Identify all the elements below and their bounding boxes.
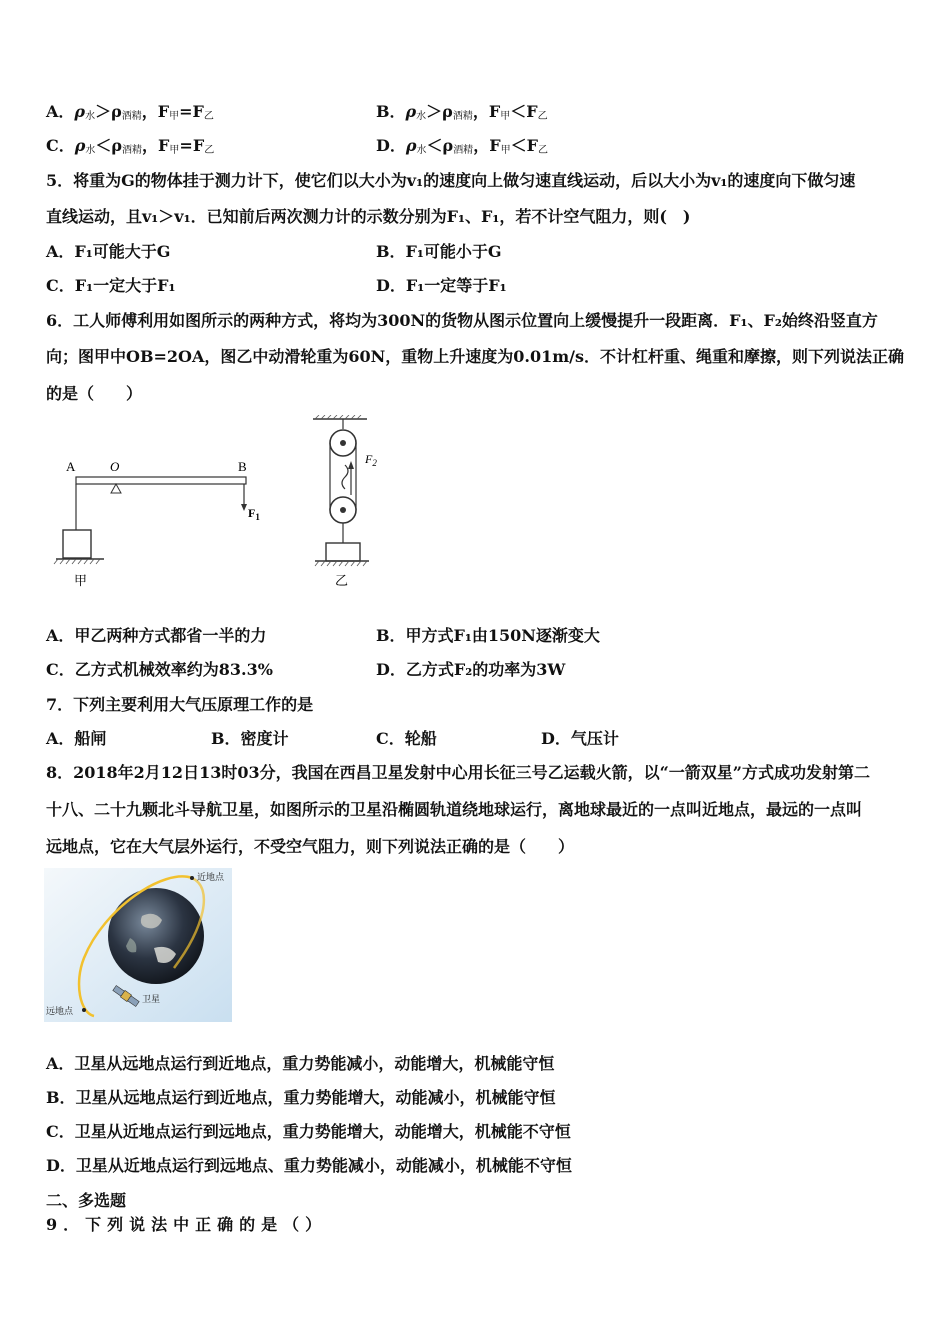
lever-label-o: O bbox=[110, 459, 120, 474]
q8-stem-line3: 远地点，它在大气层外运行，不受空气阻力，则下列说法正确的是（ ） bbox=[46, 837, 575, 856]
q5-stem-line2: 直线运动，且v₁＞v₁．已知前后两次测力计的示数分别为F₁、F₁，若不计空气阻力，则( ) bbox=[46, 207, 691, 226]
q4-option-b: B．ρ水＞ρ酒精，F甲＜F乙 bbox=[376, 102, 548, 122]
q6-stem-line2: 向；图甲中OB=2OA，图乙中动滑轮重为60N，重物上升速度为0.01m/s．不计杠杆重、绳重和摩擦，则下列说法正确 bbox=[46, 347, 904, 366]
section-title: 二、多选题 bbox=[46, 1191, 127, 1210]
q5-option-d: D．F₁一定等于F₁ bbox=[376, 276, 507, 295]
q5-option-c: C．F₁一定大于F₁ bbox=[46, 276, 176, 295]
earth-icon bbox=[108, 888, 204, 984]
q8-option-d: D．卫星从近地点运行到远地点、重力势能减小，动能减小，机械能不守恒 bbox=[46, 1156, 572, 1175]
apogee-label: 远地点 bbox=[46, 1007, 74, 1017]
q8-option-c: C．卫星从近地点运行到远地点，重力势能增大，动能增大，机械能不守恒 bbox=[46, 1122, 571, 1141]
q8-stem-line1: 8．2018年2月12日13时03分，我国在西昌卫星发射中心用长征三号乙运载火箭，以“一箭双星”方式成功发射第二 bbox=[46, 763, 871, 782]
q7-option-b: B．密度计 bbox=[211, 729, 289, 748]
q7-stem: 7．下列主要利用大气压原理工作的是 bbox=[46, 695, 314, 714]
lever-figure bbox=[52, 455, 282, 590]
ground-hatch bbox=[54, 559, 100, 564]
q4-option-a: A．ρ水＞ρ酒精，F甲=F乙 bbox=[46, 102, 214, 122]
apogee-dot bbox=[82, 1008, 86, 1012]
satellite-orbit-figure bbox=[44, 868, 232, 1022]
q6-stem-line3: 的是（ ） bbox=[46, 384, 143, 403]
q8-option-a: A．卫星从远地点运行到近地点，重力势能减小，动能增大，机械能守恒 bbox=[46, 1054, 555, 1073]
rope-hook bbox=[342, 465, 348, 489]
cargo-box-yi bbox=[326, 543, 360, 561]
q9-stem: 9．下列说法中正确的是（） bbox=[46, 1215, 328, 1234]
q5-option-b: B．F₁可能小于G bbox=[376, 242, 502, 261]
q8-option-b: B．卫星从远地点运行到近地点，重力势能增大，动能减小，机械能守恒 bbox=[46, 1088, 556, 1107]
perigee-label: 近地点 bbox=[197, 873, 225, 883]
q6-option-b: B．甲方式F₁由150N逐渐变大 bbox=[376, 626, 600, 645]
q7-option-c: C．轮船 bbox=[376, 729, 437, 748]
pulley-figure bbox=[305, 415, 395, 590]
lever-bar bbox=[76, 477, 246, 484]
arrow-head-icon bbox=[241, 504, 247, 511]
q5-option-a: A．F₁可能大于G bbox=[46, 242, 171, 261]
satellite-label: 卫星 bbox=[142, 995, 161, 1005]
arrow-up-icon bbox=[348, 461, 354, 469]
q6-stem-line1: 6．工人师傅利用如图所示的两种方式，将均为300N的货物从图示位置向上缓慢提升一段距离．F₁、F₂始终沿竖直方 bbox=[46, 311, 878, 330]
q6-option-d: D．乙方式F₂的功率为3W bbox=[376, 660, 566, 679]
q5-stem-line1: 5．将重为G的物体挂于测力计下，使它们以大小为v₁的速度向上做匀速直线运动，后以大小为v₁的速度向下做匀速 bbox=[46, 171, 856, 190]
q4-option-c: C．ρ水＜ρ酒精，F甲=F乙 bbox=[46, 136, 215, 156]
force-f2-label: $F_2$ bbox=[365, 452, 377, 468]
figure-jia-caption: 甲 bbox=[74, 574, 88, 589]
q7-option-d: D．气压计 bbox=[541, 729, 619, 748]
figure-yi-caption: 乙 bbox=[335, 574, 349, 589]
cargo-box-jia bbox=[63, 530, 91, 558]
q4-option-d: D．ρ水＜ρ酒精，F甲＜F乙 bbox=[376, 136, 548, 156]
q7-option-a: A．船闸 bbox=[46, 729, 107, 748]
q6-option-c: C．乙方式机械效率约为83.3% bbox=[46, 660, 273, 679]
lever-label-b: B bbox=[238, 459, 247, 474]
perigee-dot bbox=[190, 876, 194, 880]
q6-option-a: A．甲乙两种方式都省一半的力 bbox=[46, 626, 267, 645]
force-f1-label: $F_1$ bbox=[248, 506, 260, 522]
q8-stem-line2: 十八、二十九颗北斗导航卫星，如图所示的卫星沿椭圆轨道绕地球运行，离地球最近的一点叫近地点，最远的一点叫 bbox=[46, 800, 863, 819]
lever-label-a: A bbox=[66, 459, 76, 474]
fulcrum-icon bbox=[111, 484, 121, 493]
